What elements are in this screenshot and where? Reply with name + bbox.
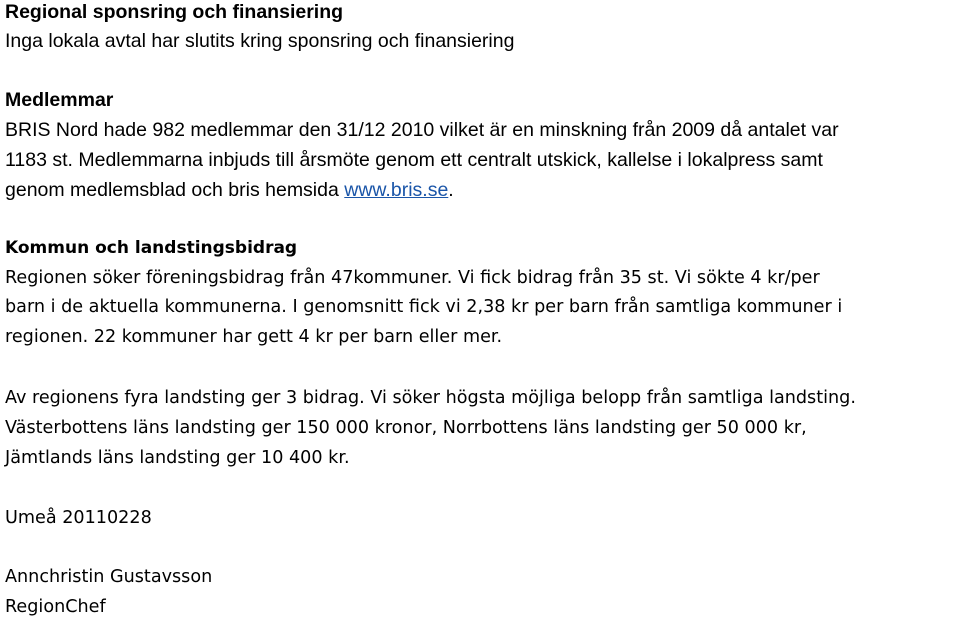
text-medlemmar-line3-prefix: genom medlemsblad och bris hemsida (5, 179, 345, 201)
heading-sponsring: Regional sponsring och finansiering (5, 1, 344, 23)
text-landsting-line2: Västerbottens läns landsting ger 150 000 kronor, Norrbottens läns landsting ger 50 000 kr, (5, 418, 807, 438)
signature-name: Annchristin Gustavsson (5, 567, 213, 587)
bris-website-link[interactable]: www.bris.se (344, 179, 449, 201)
text-medlemmar-line2: 1183 st. Medlemmarna inbjuds till årsmöte genom ett centralt utskick, kallelse i lokalpress samt (5, 149, 823, 171)
heading-medlemmar: Medlemmar (5, 89, 114, 111)
text-medlemmar-line3-suffix: . (448, 179, 454, 201)
text-medlemmar-line1: BRIS Nord hade 982 medlemmar den 31/12 2010 vilket är en minskning från 2009 då antalet var (5, 119, 839, 141)
text-landsting-line1: Av regionens fyra landsting ger 3 bidrag. Vi söker högsta möjliga belopp från samtliga landsting. (5, 388, 856, 408)
text-medlemmar-line3 (5, 175, 454, 205)
place-date: Umeå 20110228 (5, 508, 152, 528)
text-kommun-line2: barn i de aktuella kommunerna. I genomsnitt fick vi 2,38 kr per barn från samtliga kommuner i (5, 297, 843, 317)
text-kommun-line1: Regionen söker föreningsbidrag från 47kommuner. Vi fick bidrag från 35 st. Vi sökte 4 kr/per (5, 268, 820, 288)
text-kommun-line3: regionen. 22 kommuner har gett 4 kr per barn eller mer. (5, 327, 503, 347)
text-landsting-line3: Jämtlands läns landsting ger 10 400 kr. (5, 448, 350, 468)
signature-title: RegionChef (5, 597, 106, 617)
text-sponsring-line1: Inga lokala avtal har slutits kring sponsring och finansiering (5, 30, 515, 52)
heading-kommun: Kommun och landstingsbidrag (5, 238, 298, 258)
